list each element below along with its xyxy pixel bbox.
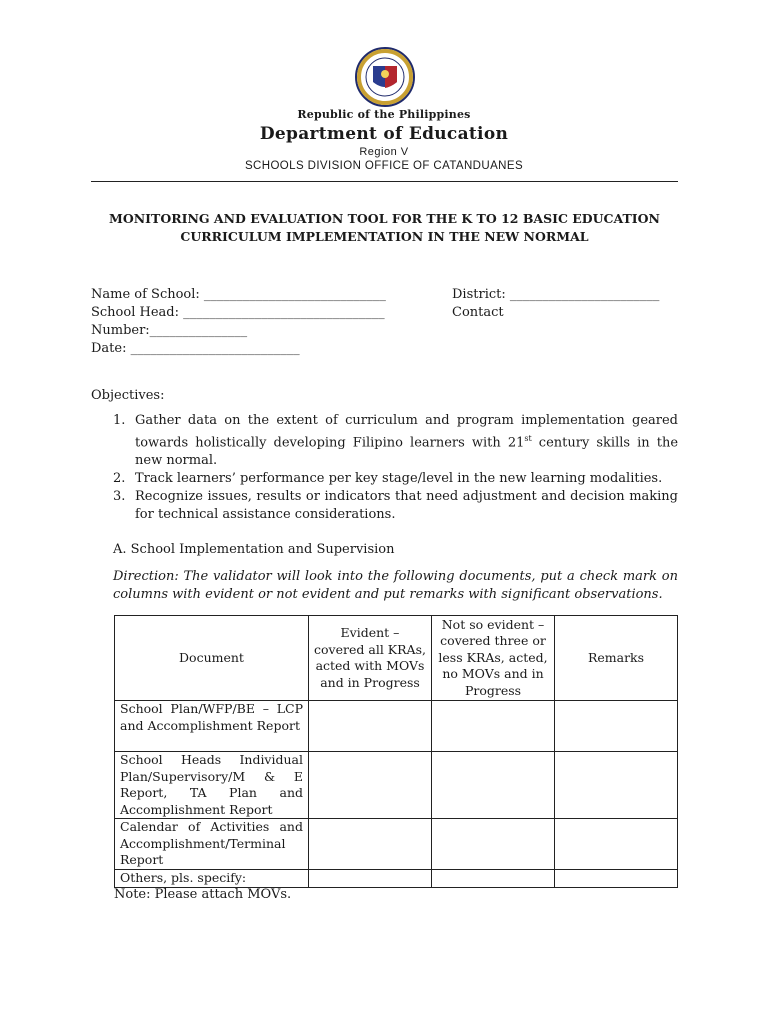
header-evident: Evident – covered all KRAs, acted with MOVs and in Progress (309, 616, 432, 701)
region-label: Region V (359, 146, 409, 158)
school-name-field[interactable]: Name of School: ____________________________ (91, 287, 386, 302)
list-item: 3. Recognize issues, results or indicators that need adjustment and decision making for technical assistance considerations. (113, 489, 678, 523)
district-field[interactable]: District: _______________________ (452, 287, 660, 302)
header-divider (91, 181, 678, 182)
not-evident-checkbox-cell[interactable] (432, 701, 555, 752)
document-cell: School Heads Individual Plan/Supervisory/M & E Report, TA Plan and Accomplishment Report (115, 752, 309, 819)
document-cell: School Plan/WFP/BE – LCP and Accomplishment Report (115, 701, 309, 752)
deped-seal-icon (349, 46, 421, 108)
table-row (115, 819, 678, 870)
evident-checkbox-cell[interactable] (309, 752, 432, 819)
section-a-heading: A. School Implementation and Supervision (113, 542, 395, 557)
list-item: 1. Gather data on the extent of curriculum and program implementation geared towards holistically developing Filipino learners with 21st century skills in the new normal. (113, 413, 679, 469)
objectives-heading: Objectives: (91, 388, 165, 403)
title-line-2: CURRICULUM IMPLEMENTATION IN THE NEW NORMAL (180, 229, 589, 244)
evident-checkbox-cell[interactable] (309, 819, 432, 870)
table-header-row (115, 616, 678, 701)
evident-checkbox-cell[interactable] (309, 701, 432, 752)
list-item: 2. Track learners’ performance per key stage/level in the new learning modalities. (113, 471, 663, 487)
evident-checkbox-cell[interactable] (309, 870, 432, 888)
remarks-cell[interactable] (555, 870, 678, 888)
date-field[interactable]: Date: __________________________ (91, 341, 300, 356)
remarks-cell[interactable] (555, 701, 678, 752)
document-cell: Calendar of Activities and Accomplishment/Terminal Report (115, 819, 309, 870)
table-row (115, 701, 678, 752)
document-cell: Others, pls. specify: (115, 870, 309, 888)
republic-label: Republic of the Philippines (297, 108, 471, 121)
table-row (115, 752, 678, 819)
header-not-so-evident: Not so evident – covered three or less KRAs, acted, no MOVs and in Progress (432, 616, 555, 701)
contact-label: Contact (452, 305, 504, 320)
not-evident-checkbox-cell[interactable] (432, 870, 555, 888)
table-row (115, 870, 678, 888)
mov-checklist-table (114, 615, 678, 888)
title-line-1: MONITORING AND EVALUATION TOOL FOR THE K TO 12 BASIC EDUCATION (109, 211, 660, 226)
header-remarks: Remarks (555, 616, 678, 701)
remarks-cell[interactable] (555, 819, 678, 870)
header-document: Document (115, 616, 309, 701)
remarks-cell[interactable] (555, 752, 678, 819)
note-text: Note: Please attach MOVs. (114, 887, 292, 902)
not-evident-checkbox-cell[interactable] (432, 752, 555, 819)
not-evident-checkbox-cell[interactable] (432, 819, 555, 870)
number-field[interactable]: Number:_______________ (91, 323, 248, 338)
division-label: SCHOOLS DIVISION OFFICE OF CATANDUANES (244, 160, 524, 172)
objectives-list (113, 412, 678, 524)
direction-text: Direction: The validator will look into the following documents, put a check mark on columns with evident or not evident and put remarks with significant observations. (113, 569, 678, 602)
school-head-field[interactable]: School Head: _______________________________ (91, 305, 385, 320)
department-title: Department of Education (259, 124, 509, 144)
document-title (91, 210, 678, 246)
